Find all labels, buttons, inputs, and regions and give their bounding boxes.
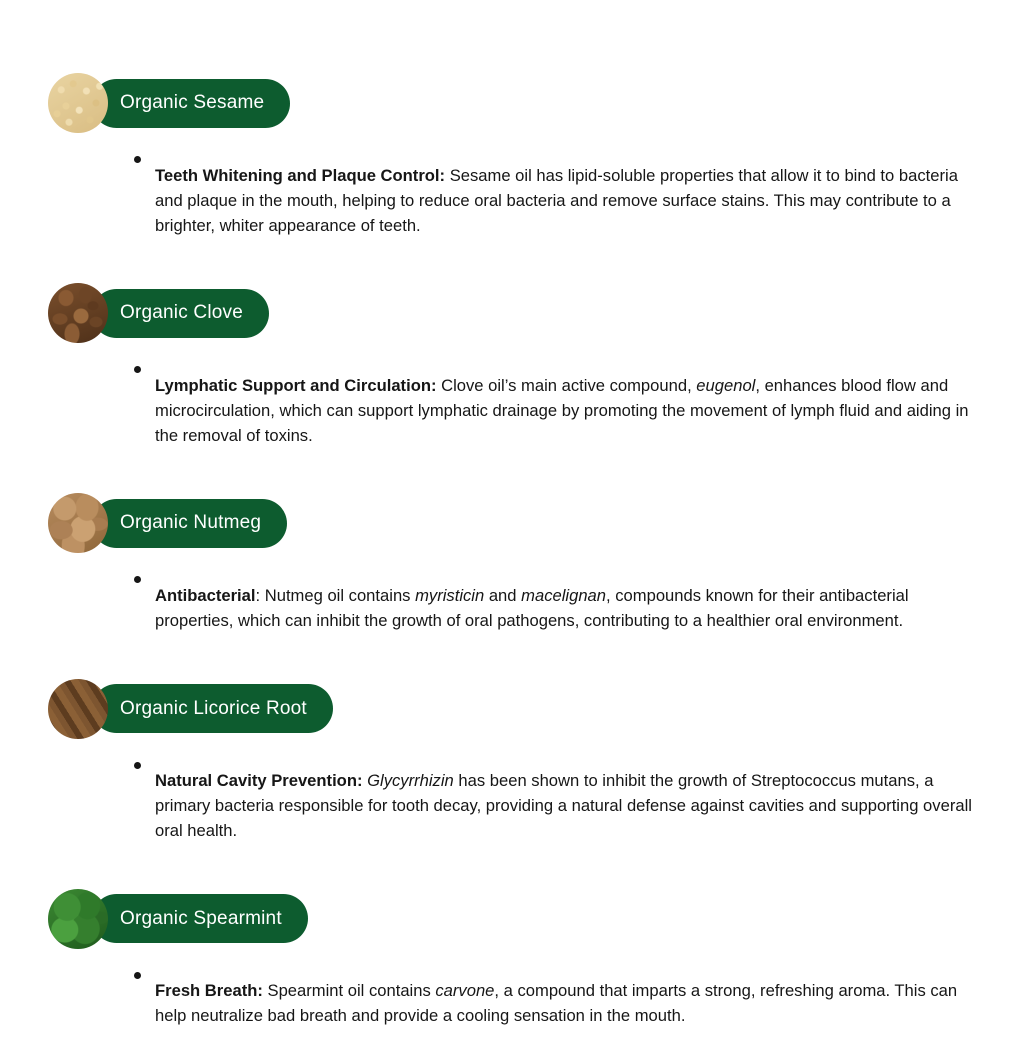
bullet-dot-icon	[134, 762, 141, 769]
benefit-body: , enhances blood flow and microcirculation, which can support lymphatic drainage by promoting the movement of lymph fluid and aiding in the removal of toxins.	[155, 375, 969, 445]
benefit-body: has been shown to inhibit the growth of Streptococcus mutans, a primary bacteria responsible for tooth decay, providing a natural defense against cavities and supporting overall oral health.	[155, 771, 972, 841]
ingredient-name-label: Organic Licorice Root	[120, 697, 307, 719]
ingredient-name-pill	[92, 499, 287, 548]
clove-buds-image	[48, 283, 108, 343]
benefit-body: : Nutmeg oil contains	[255, 585, 416, 605]
benefit-emphasis: eugenol	[696, 375, 756, 395]
benefit-body: Sesame oil has lipid-soluble properties that allow it to bind to bacteria and plaque in the mouth, helping to reduce oral bacteria and remove surface stains. This may contribute to a brighter, whiter appearance of teeth.	[155, 165, 958, 235]
benefit-bullet	[134, 356, 976, 464]
ingredient-section	[48, 492, 976, 649]
benefit-lead: Lymphatic Support and Circulation:	[155, 375, 437, 395]
benefit-emphasis: Glycyrrhizin	[367, 771, 454, 791]
benefit-lead: Teeth Whitening and Plaque Control:	[155, 165, 446, 185]
ingredient-header	[48, 72, 976, 134]
bullet-dot-icon	[134, 576, 141, 583]
benefit-body: Clove oil’s main active compound,	[436, 375, 697, 395]
benefit-bullet	[134, 962, 976, 1045]
benefit-text	[155, 163, 976, 238]
sesame-seeds-image	[48, 73, 108, 133]
benefit-bullet	[134, 566, 976, 649]
bullet-dot-icon	[134, 366, 141, 373]
ingredient-name-pill	[92, 79, 290, 128]
benefit-bullet	[134, 146, 976, 254]
ingredient-name-label: Organic Clove	[120, 302, 243, 324]
ingredient-name-pill	[92, 894, 308, 943]
ingredient-name-label: Organic Sesame	[120, 92, 265, 113]
benefit-emphasis: myristicin	[415, 585, 485, 605]
ingredient-header	[48, 282, 976, 344]
benefit-text	[155, 978, 976, 1028]
benefit-body: , compounds known for their antibacterial properties, which can inhibit the growth of oral pathogens, contributing to a healthier oral environment.	[155, 585, 909, 630]
benefit-lead: Fresh Breath:	[155, 981, 263, 1001]
benefit-body: and	[484, 585, 522, 605]
ingredient-header	[48, 492, 976, 554]
benefit-bullet	[134, 752, 976, 860]
ingredient-name-label: Organic Spearmint	[120, 907, 282, 929]
benefit-lead: Natural Cavity Prevention:	[155, 771, 363, 791]
ingredient-section	[48, 678, 976, 860]
benefit-emphasis: macelignan	[521, 585, 607, 605]
ingredient-section	[48, 282, 976, 464]
benefit-body: Spearmint oil contains	[262, 981, 436, 1001]
ingredient-section	[48, 72, 976, 254]
ingredient-name-pill	[92, 684, 333, 733]
benefit-lead: Antibacterial	[155, 585, 256, 605]
benefit-body: , a compound that imparts a strong, refreshing aroma. This can help neutralize bad breath and provide a cooling sensation in the mouth.	[155, 981, 958, 1026]
benefit-emphasis: carvone	[435, 981, 495, 1001]
ingredient-section	[48, 888, 976, 1045]
benefit-text	[155, 373, 976, 448]
benefit-text	[155, 583, 976, 633]
ingredient-name-pill	[92, 289, 269, 338]
benefit-text	[155, 768, 976, 843]
spearmint-leaves-image	[48, 889, 108, 949]
bullet-dot-icon	[134, 156, 141, 163]
ingredient-name-label: Organic Nutmeg	[120, 512, 262, 534]
bullet-dot-icon	[134, 972, 141, 979]
licorice-root-image	[48, 679, 108, 739]
ingredient-header	[48, 888, 976, 950]
nutmeg-seeds-image	[48, 493, 108, 553]
ingredient-header	[48, 678, 976, 740]
